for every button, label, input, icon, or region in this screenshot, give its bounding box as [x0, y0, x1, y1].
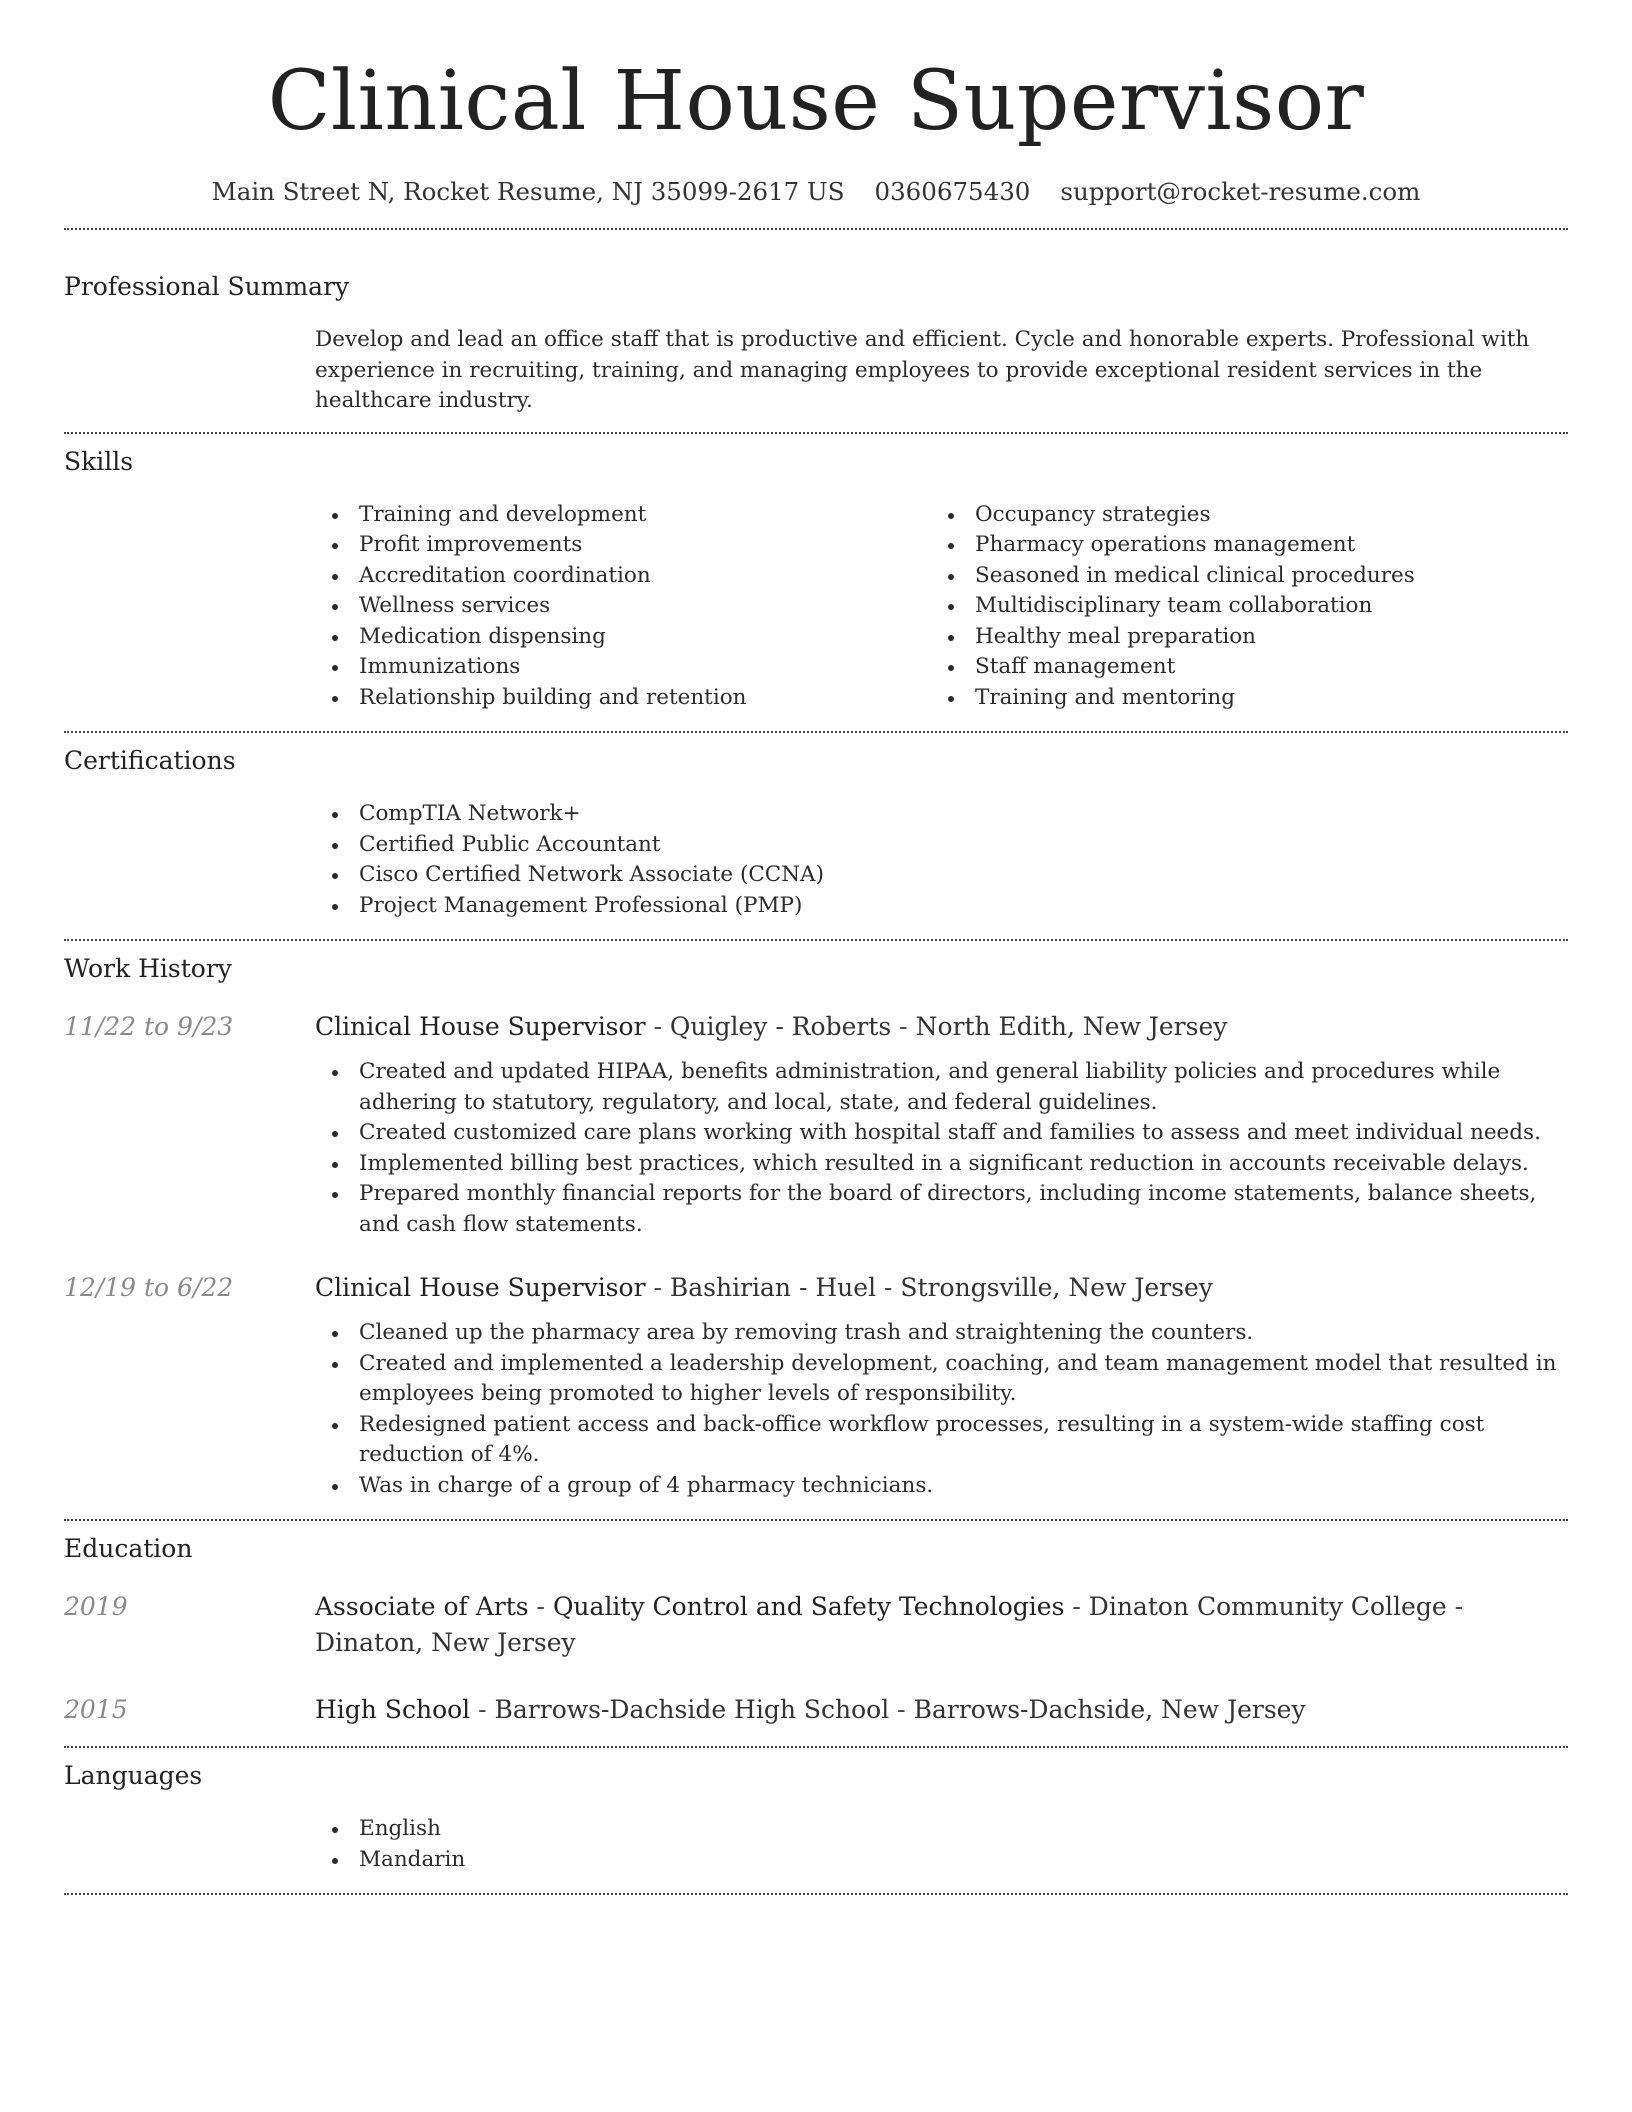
list-item: Prepared monthly financial reports for the board of directors, including income statements, balance sheets, and cash flow statements. — [315, 1179, 1568, 1240]
job-dates: 12/19 to 6/22 — [64, 1273, 234, 1302]
list-item: English — [315, 1814, 1568, 1845]
education-heading — [315, 1589, 1568, 1661]
separator: - — [1446, 1592, 1464, 1621]
contact-line — [64, 174, 1568, 210]
skills-title: Skills — [64, 446, 134, 476]
job-location: North Edith, New Jersey — [915, 1012, 1228, 1041]
resume-name: Clinical House Supervisor — [267, 54, 1365, 149]
contact-address: Main Street N, Rocket Resume, NJ 35099-2617 US — [211, 177, 845, 206]
divider — [64, 1746, 1568, 1748]
work-title: Work History — [64, 954, 232, 983]
education-heading — [315, 1692, 1568, 1728]
job-dates: 11/22 to 9/23 — [64, 1012, 234, 1041]
divider — [64, 228, 1568, 230]
job-entry — [64, 1270, 1568, 1501]
education-entry — [64, 1692, 1568, 1728]
list-item: Was in charge of a group of 4 pharmacy technicians. — [315, 1471, 1568, 1502]
separator: - — [876, 1273, 901, 1302]
education-field: Quality Control and Safety Technologies — [552, 1592, 1065, 1621]
list-item: Wellness services — [315, 591, 931, 622]
list-item: Created customized care plans working with hospital staff and families to assess and meet individual needs. — [315, 1118, 1568, 1149]
education-year: 2019 — [64, 1592, 128, 1621]
summary-text: Develop and lead an office staff that is productive and efficient. Cycle and honorable experts. Professional with experience in recruiting, training, and managing employees to provide exceptional resident services in the healthcare industry. — [315, 327, 1530, 413]
separator: - — [645, 1273, 670, 1302]
list-item: Implemented billing best practices, which resulted in a significant reduction in accounts receivable delays. — [315, 1149, 1568, 1180]
list-item: Cleaned up the pharmacy area by removing trash and straightening the counters. — [315, 1318, 1568, 1349]
education-title: Education — [64, 1534, 193, 1563]
education-entry — [64, 1589, 1568, 1661]
education-school: Dinaton Community College — [1088, 1592, 1447, 1621]
list-item: Project Management Professional (PMP) — [315, 891, 1568, 922]
languages-list — [315, 1814, 1568, 1875]
job-company: Quigley - Roberts — [669, 1012, 892, 1041]
resume-page — [64, 0, 1568, 1895]
list-item: Occupancy strategies — [931, 500, 1547, 531]
job-bullets — [315, 1057, 1568, 1240]
separator: - — [889, 1695, 914, 1724]
list-item: Profit improvements — [315, 530, 931, 561]
job-entry — [64, 1009, 1568, 1240]
list-item: Relationship building and retention — [315, 683, 931, 714]
summary-section — [64, 270, 1568, 417]
list-item: Redesigned patient access and back-office workflow processes, resulting in a system-wide staffing cost reduction of 4%. — [315, 1410, 1568, 1471]
summary-title: Professional Summary — [64, 272, 350, 301]
education-location: Dinaton, New Jersey — [315, 1628, 576, 1657]
list-item: CompTIA Network+ — [315, 799, 1568, 830]
contact-phone: 0360675430 — [874, 177, 1031, 206]
list-item: Created and updated HIPAA, benefits administration, and general liability policies and procedures while adhering to statutory, regulatory, and local, state, and federal guidelines. — [315, 1057, 1568, 1118]
separator: - — [645, 1012, 670, 1041]
job-heading — [315, 1009, 1568, 1045]
work-section — [64, 952, 1568, 1501]
list-item: Training and development — [315, 500, 931, 531]
languages-title: Languages — [64, 1761, 203, 1790]
list-item: Accreditation coordination — [315, 561, 931, 592]
job-company: Bashirian - Huel — [669, 1273, 877, 1302]
education-degree: High School — [315, 1695, 471, 1724]
skills-content — [315, 500, 1568, 714]
divider — [64, 1519, 1568, 1521]
languages-content — [315, 1814, 1568, 1875]
certifications-list — [315, 799, 1568, 921]
list-item: Created and implemented a leadership development, coaching, and team management model that resulted in employees being promoted to higher levels of responsibility. — [315, 1349, 1568, 1410]
summary-content — [315, 325, 1568, 417]
list-item: Seasoned in medical clinical procedures — [931, 561, 1547, 592]
job-role: Clinical House Supervisor — [315, 1012, 646, 1041]
divider — [64, 1893, 1568, 1895]
divider — [64, 939, 1568, 941]
separator: - — [470, 1695, 495, 1724]
list-item: Healthy meal preparation — [931, 622, 1547, 653]
list-item: Cisco Certified Network Associate (CCNA) — [315, 860, 1568, 891]
job-heading — [315, 1270, 1568, 1306]
list-item: Training and mentoring — [931, 683, 1547, 714]
job-location: Strongsville, New Jersey — [900, 1273, 1213, 1302]
separator: - — [891, 1012, 916, 1041]
job-bullets — [315, 1318, 1568, 1501]
divider — [64, 731, 1568, 733]
separator: - — [528, 1592, 553, 1621]
education-year: 2015 — [64, 1695, 128, 1724]
list-item: Multidisciplinary team collaboration — [931, 591, 1547, 622]
skills-list-left — [315, 500, 931, 714]
list-item: Certified Public Accountant — [315, 830, 1568, 861]
skills-section — [64, 445, 1568, 714]
list-item: Staff management — [931, 652, 1547, 683]
contact-email: support@rocket-resume.com — [1060, 177, 1421, 206]
education-section — [64, 1532, 1568, 1728]
education-location: Barrows-Dachside, New Jersey — [913, 1695, 1306, 1724]
list-item: Medication dispensing — [315, 622, 931, 653]
list-item: Pharmacy operations management — [931, 530, 1547, 561]
separator: - — [1064, 1592, 1089, 1621]
education-school: Barrows-Dachside High School — [494, 1695, 890, 1724]
certifications-content — [315, 799, 1568, 921]
education-degree: Associate of Arts — [315, 1592, 529, 1621]
job-role: Clinical House Supervisor — [315, 1273, 646, 1302]
divider — [64, 432, 1568, 434]
skills-list-right — [931, 500, 1547, 714]
certifications-section — [64, 744, 1568, 921]
certifications-title: Certifications — [64, 746, 236, 775]
list-item: Mandarin — [315, 1845, 1568, 1876]
languages-section — [64, 1759, 1568, 1875]
list-item: Immunizations — [315, 652, 931, 683]
